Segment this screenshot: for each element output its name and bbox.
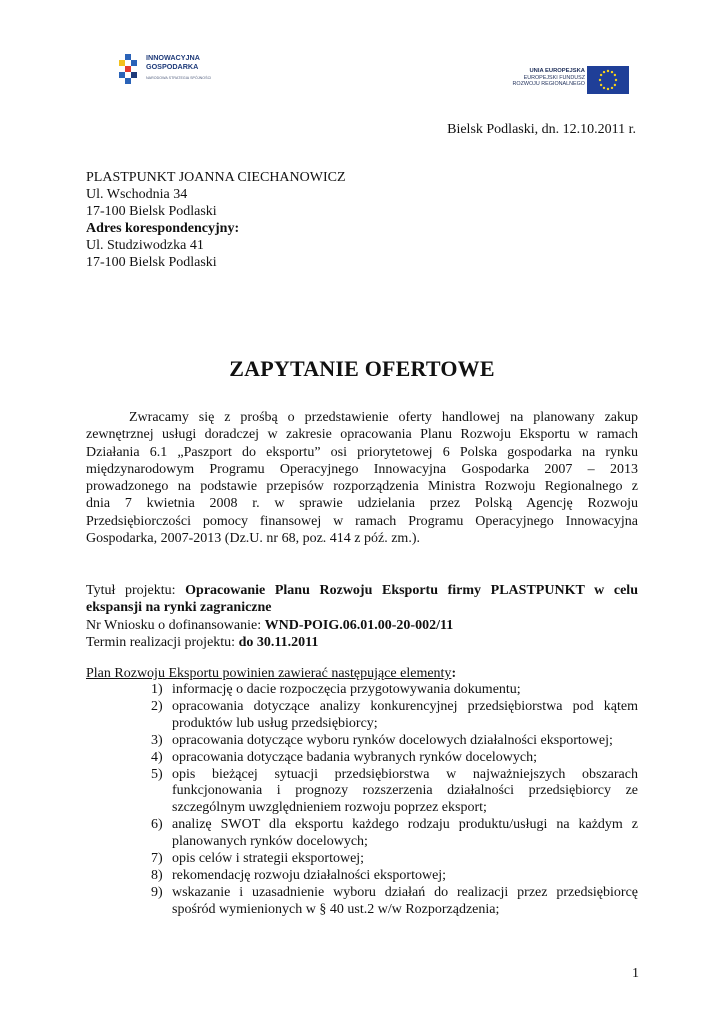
sender-name: PLASTPUNKT JOANNA CIECHANOWICZ [86, 170, 346, 185]
list-item [142, 817, 638, 851]
logo-left-line2: GOSPODARKA [146, 61, 199, 71]
list-item-number: 1) [151, 682, 163, 697]
deadline-label: Termin realizacji projektu: [86, 634, 239, 650]
list-item-number: 5) [151, 766, 163, 782]
list-item-number: 8) [151, 867, 163, 883]
list-item-text: produktów lub usług przedsiębiorcy; [172, 715, 378, 731]
list-item-number: 6) [151, 817, 163, 833]
intro-line: dnia 7 kwietnia 2008 r. w sprawie udzielania przez Polską Agencję Rozwoju [86, 496, 638, 512]
intro-paragraph [86, 409, 638, 547]
eu-logo-text [513, 68, 585, 88]
page-number: 1 [632, 966, 639, 981]
correspondence-city: 17-100 Bielsk Podlaski [86, 255, 217, 270]
list-item [142, 851, 638, 868]
deadline-line [86, 634, 638, 651]
list-item-text: opis celów i strategii eksportowej; [172, 851, 365, 867]
eu-logo-line2: EUROPEJSKI FUNDUSZ [523, 74, 585, 81]
list-heading [86, 665, 456, 682]
list-item-text: opracowania dotyczące analizy konkurencyjnej przedsiębiorstwa pod kątem [172, 698, 638, 714]
list-item-number: 9) [151, 884, 163, 900]
project-title-line2 [86, 599, 638, 616]
plan-elements-list [142, 682, 638, 919]
project-title-value: Opracowanie Planu Rozwoju Eksportu firmy PLASTPUNKT w celu [185, 583, 638, 598]
logo-left-line1: INNOWACYJNA [146, 53, 200, 62]
intro-line: zewnętrznej usługi doradczej w zakresie opracowania Planu Rozwoju Eksportu w ramach [86, 427, 638, 443]
project-title-label: Tytuł projektu: [86, 583, 186, 598]
sender-city: 17-100 Bielsk Podlaski [86, 204, 217, 219]
list-heading-colon: : [451, 666, 457, 681]
list-heading-text: Plan Rozwoju Eksportu powinien zawierać następujące elementy [86, 666, 452, 681]
document-title: ZAPYTANIE OFERTOWE [229, 356, 495, 381]
eu-fund-logo [493, 58, 633, 100]
project-title-line [86, 582, 638, 599]
intro-line: Działania 6.1 „Paszport do eksportu” osi priorytetowej 6 Polska gospodarka na rynku [86, 444, 638, 460]
list-item [142, 682, 638, 699]
sender-street: Ul. Wschodnia 34 [86, 187, 188, 202]
eu-flag-icon [587, 66, 629, 94]
project-title-value-cont: ekspansji na rynki zagraniczne [86, 600, 272, 616]
list-item-text: wskazanie i uzasadnienie wyboru działań do realizacji przez przedsiębiorcę [172, 884, 638, 900]
grant-line [86, 617, 638, 634]
list-item-text: planowanych rynków docelowych; [172, 834, 368, 850]
list-item-number: 2) [151, 698, 163, 714]
innowacyjna-gospodarka-logo [112, 48, 214, 94]
logo-star-icon [116, 52, 144, 88]
deadline-value: do 30.11.2011 [238, 634, 319, 650]
list-item-text: rekomendację rozwoju działalności eksportowej; [172, 867, 447, 883]
eu-logo-line1: UNIA EUROPEJSKA [529, 68, 585, 74]
list-item [142, 699, 638, 733]
list-item [142, 885, 638, 919]
list-item-text: opis bieżącej sytuacji przedsiębiorstwa w najważniejszych obszarach [172, 766, 638, 782]
list-item [142, 733, 638, 750]
date-line: Bielsk Podlaski, dn. 12.10.2011 r. [447, 122, 636, 137]
list-item-text: analizę SWOT dla eksportu każdego rodzaju produktu/usługi na każdym z [172, 817, 638, 833]
list-item-text: informację o dacie rozpoczęcia przygotowywania dokumentu; [172, 682, 521, 697]
list-item-text: funkcjonowania i prognozy rozszerzenia działalności przedsiębiorcy ze [172, 783, 638, 799]
list-item-text: opracowania dotyczące badania wybranych rynków docelowych; [172, 749, 538, 765]
grant-value: WND-POIG.06.01.00-20-002/11 [264, 617, 454, 633]
grant-label: Nr Wniosku o dofinansowanie: [86, 617, 265, 633]
intro-line: międzynarodowym Programu Operacyjnego Innowacyjna Gospodarka 2007 – 2013 [86, 461, 638, 477]
list-item-text: opracowania dotyczące wyboru rynków docelowych działalności eksportowej; [172, 732, 613, 748]
intro-line: Gospodarka, 2007-2013 (Dz.U. nr 68, poz. 414 z póź. zm.). [86, 531, 420, 547]
list-item [142, 868, 638, 885]
list-item-number: 4) [151, 749, 163, 765]
intro-line: Zwracamy się z prośbą o przedstawienie oferty handlowej na planowany zakup [129, 410, 638, 425]
list-item-text: szczególnym uwzględnieniem rozwoju poprzez eksport; [172, 800, 487, 816]
sender-address [86, 169, 346, 271]
project-info [86, 582, 638, 651]
correspondence-street: Ul. Studziwodzka 41 [86, 238, 204, 253]
logo-left-tagline: NARODOWA STRATEGIA SPÓJNOŚCI [146, 76, 212, 80]
intro-line: prowadzonego na podstawie przepisów rozporządzenia Ministra Rozwoju Regionalnego z [86, 479, 638, 495]
logo-left-text [146, 54, 200, 71]
eu-logo-line3: ROZWOJU REGIONALNEGO [512, 81, 585, 88]
intro-line: Przedsiębiorczości pomocy finansowej w ramach Programu Operacyjnego Innowacyjna [86, 513, 638, 529]
list-item [142, 767, 638, 818]
list-item-number: 3) [151, 732, 163, 748]
list-item-number: 7) [151, 851, 163, 867]
list-item [142, 750, 638, 767]
list-item-text: spośród wymienionych w § 40 ust.2 w/w Rozporządzenia; [172, 901, 500, 917]
correspondence-label: Adres korespondencyjny: [86, 221, 240, 236]
